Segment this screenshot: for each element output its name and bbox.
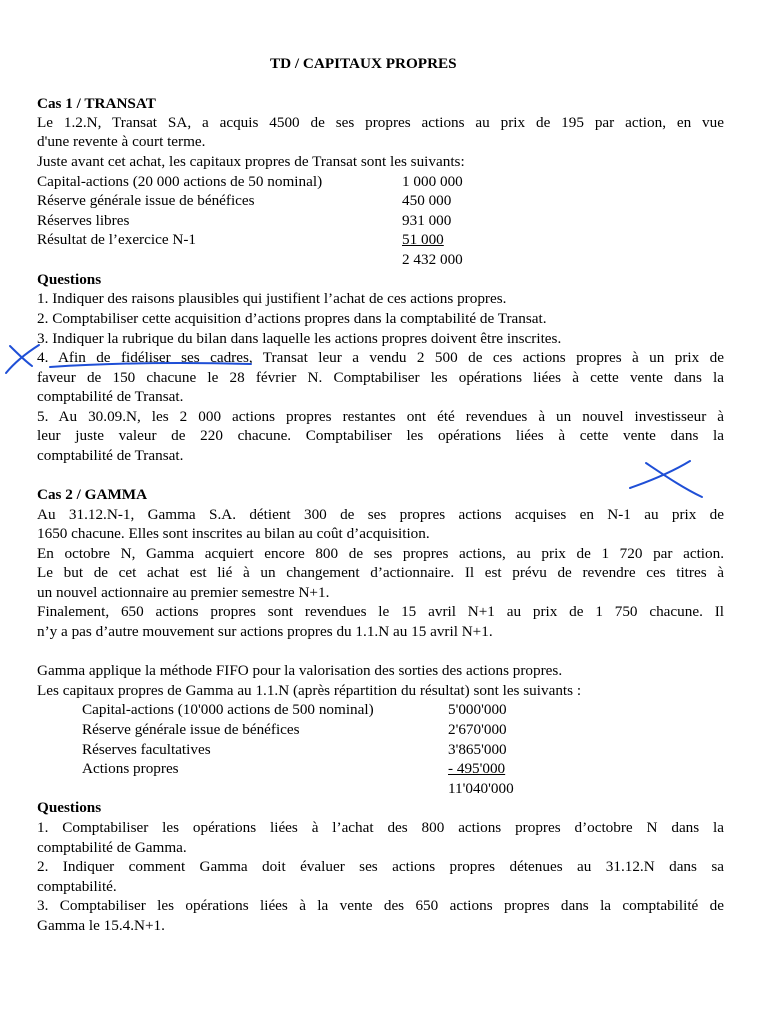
case1-intro-line: Juste avant cet achat, les capitaux propres de Transat sont les suivants:	[37, 153, 465, 170]
case2-equity-value: 3'865'000	[448, 741, 507, 758]
page-title: TD / CAPITAUX PROPRES	[270, 55, 457, 72]
case2-intro-line: Le but de cet achat est lié à un changement d’actionnaire. Il est prévu de revendre ces titres à	[37, 564, 724, 581]
case2-fifo-note: Gamma applique la méthode FIFO pour la valorisation des sorties des actions propres.	[37, 662, 563, 679]
case2-question-line: comptabilité.	[37, 878, 117, 895]
case2-equity-total: 11'040'000	[448, 780, 514, 797]
case1-question-line: leur juste valeur de 220 chacune. Comptabiliser les opérations liées à cette vente dans la	[37, 427, 724, 444]
case1-question-line: 2. Comptabiliser cette acquisition d’actions propres dans la comptabilité de Transat.	[37, 310, 547, 327]
case1-question-line: comptabilité de Transat.	[37, 388, 184, 405]
case1-question-line: 5. Au 30.09.N, les 2 000 actions propres restantes ont été revendues à un nouvel investisseur à	[37, 408, 724, 425]
case1-intro-line: Le 1.2.N, Transat SA, a acquis 4500 de ses propres actions au prix de 195 par action, en vue	[37, 114, 724, 131]
case1-question-line: 3. Indiquer la rubrique du bilan dans laquelle les actions propres doivent être inscrites.	[37, 330, 562, 347]
case1-question-line: 1. Indiquer des raisons plausibles qui justifient l’achat de ces actions propres.	[37, 290, 507, 307]
case1-equity-label: Capital-actions (20 000 actions de 50 nominal)	[37, 173, 323, 190]
case2-equity-label: Réserves facultatives	[82, 741, 211, 758]
case2-equity-value: 5'000'000	[448, 701, 507, 718]
case2-intro-line: Finalement, 650 actions propres sont revendues le 15 avril N+1 au prix de 1 750 chacune. Il	[37, 603, 724, 620]
case2-intro-line: n’y a pas d’autre mouvement sur actions propres du 1.1.N au 15 avril N+1.	[37, 623, 493, 640]
case2-intro-line: 1650 chacune. Elles sont inscrites au bilan au coût d’acquisition.	[37, 525, 430, 542]
case2-intro-line: Au 31.12.N-1, Gamma S.A. détient 300 de ses propres actions acquises en N-1 au prix de	[37, 506, 724, 523]
case1-equity-value: 931 000	[402, 212, 452, 229]
case2-questions-heading: Questions	[37, 799, 102, 816]
case1-equity-label: Résultat de l’exercice N-1	[37, 231, 196, 248]
cross-mark-icon	[10, 346, 32, 366]
case1-question-line: faveur de 150 chacune le 28 février N. Comptabiliser les opérations liées à cette vente dans la	[37, 369, 724, 386]
case1-equity-label: Réserve générale issue de bénéfices	[37, 192, 255, 209]
case1-question-line: comptabilité de Transat.	[37, 447, 184, 464]
case2-question-line: 1. Comptabiliser les opérations liées à l’achat des 800 actions propres d’octobre N dans la	[37, 819, 724, 836]
case2-equity-intro: Les capitaux propres de Gamma au 1.1.N (après répartition du résultat) sont les suivants :	[37, 682, 582, 699]
case2-equity-value: 2'670'000	[448, 721, 507, 738]
cross-mark-icon	[630, 461, 690, 488]
cross-mark-icon	[646, 463, 702, 497]
case2-equity-value: - 495'000	[448, 760, 506, 777]
case2-equity-label: Réserve générale issue de bénéfices	[82, 721, 300, 738]
case2-question-line: comptabilité de Gamma.	[37, 839, 187, 856]
case2-question-line: Gamma le 15.4.N+1.	[37, 917, 165, 934]
case2-equity-label: Actions propres	[82, 760, 179, 777]
case1-questions-heading: Questions	[37, 271, 102, 288]
case1-equity-value: 51 000	[402, 231, 444, 248]
case2-intro-line: En octobre N, Gamma acquiert encore 800 de ses propres actions, au prix de 1 720 par action.	[37, 545, 724, 562]
case1-equity-value: 450 000	[402, 192, 452, 209]
case1-heading: Cas 1 / TRANSAT	[37, 95, 156, 112]
case2-question-line: 2. Indiquer comment Gamma doit évaluer ses actions propres détenues au 31.12.N dans sa	[37, 858, 724, 875]
case1-intro-line: d'une revente à court terme.	[37, 133, 206, 150]
case2-question-line: 3. Comptabiliser les opérations liées à la vente des 650 actions propres dans la comptabilité de	[37, 897, 724, 914]
case1-equity-value: 1 000 000	[402, 173, 463, 190]
case1-question-line: 4. Afin de fidéliser ses cadres, Transat leur a vendu 2 500 de ces actions propres à un prix de	[37, 349, 724, 366]
case2-intro-line: un nouvel actionnaire au premier semestre N+1.	[37, 584, 330, 601]
case1-equity-total: 2 432 000	[402, 251, 463, 268]
cross-mark-icon	[6, 345, 39, 373]
case2-equity-label: Capital-actions (10'000 actions de 500 nominal)	[82, 701, 374, 718]
case2-heading: Cas 2 / GAMMA	[37, 486, 148, 503]
case1-equity-label: Réserves libres	[37, 212, 130, 229]
